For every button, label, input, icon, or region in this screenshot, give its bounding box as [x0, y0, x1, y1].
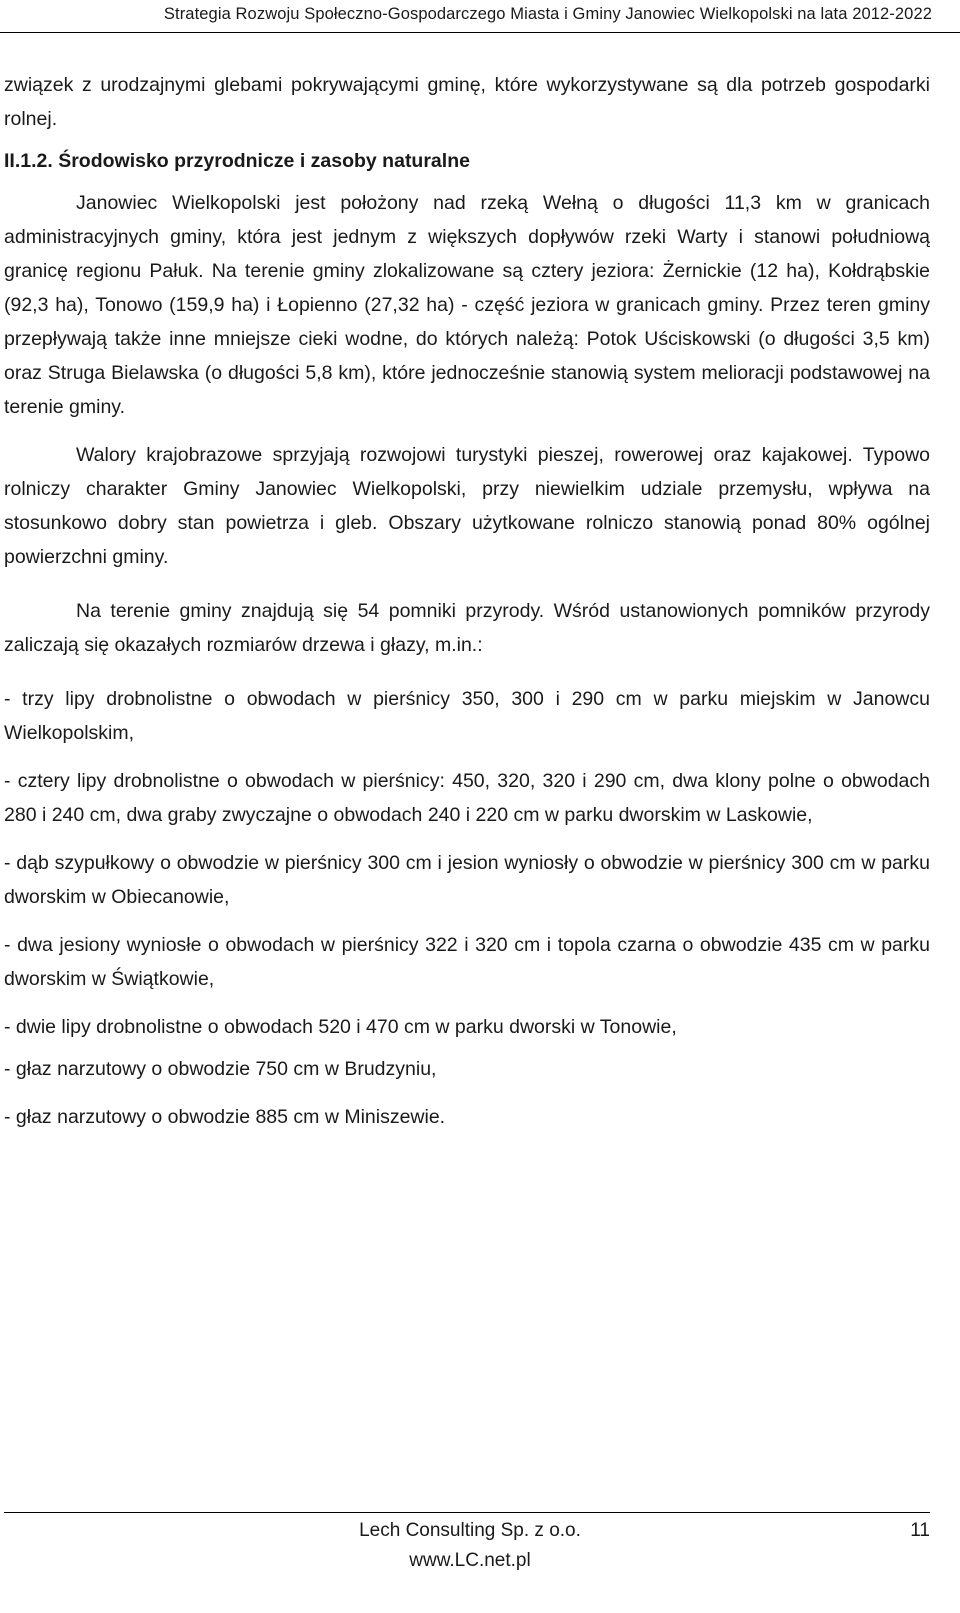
list-item: - trzy lipy drobnolistne o obwodach w pierśnicy 350, 300 i 290 cm w parku miejskim w Janowcu Wielkopolskim, — [4, 688, 930, 744]
list-item: - dąb szypułkowy o obwodzie w pierśnicy 300 cm i jesion wyniosły o obwodzie w pierśnicy 300 cm w parku dworskim w Obiecanowie, — [4, 852, 930, 908]
intro-paragraph: związek z urodzajnymi glebami pokrywającymi gminę, które wykorzystywane są dla potrzeb gospodarki rolnej. — [4, 74, 930, 130]
paragraph-rivers-lakes: Janowiec Wielkopolski jest położony nad rzeką Wełną o długości 11,3 km w granicach administracyjnych gminy, która jest jednym z większych dopływów rzeki Warty i stanowi południową granicę regionu Pałuk. Na terenie gminy zlokalizowane są cztery jeziora: Żernickie (12 ha), Kołdrąbskie (92,3 ha), Tonowo (159,9 ha) i Łopienno (27,32 ha) - część jeziora w granicach gminy. Przez teren gminy przepływają także inne mniejsze cieki wodne, do których należą: Potok Uściskowski (o długości 3,5 km) oraz Struga Bielawska (o długości 5,8 km), które jednocześnie stanowią system melioracji podstawowej na terenie gminy. — [4, 192, 930, 418]
list-item: - dwa jesiony wyniosłe o obwodach w pierśnicy 322 i 320 cm i topola czarna o obwodzie 435 cm w parku dworskim w Świątkowie, — [4, 934, 930, 990]
footer-company: Lech Consulting Sp. z o.o. — [359, 1520, 581, 1541]
list-item: - głaz narzutowy o obwodzie 885 cm w Miniszewie. — [4, 1106, 446, 1128]
list-item: - cztery lipy drobnolistne o obwodach w pierśnicy: 450, 320, 320 i 290 cm, dwa klony polne o obwodach 280 i 240 cm, dwa graby zwyczajne o obwodach 240 i 220 cm w parku dworskim w Laskowie, — [4, 770, 930, 826]
paragraph-landscape: Walory krajobrazowe sprzyjają rozwojowi turystyki pieszej, rowerowej oraz kajakowej. Typowo rolniczy charakter Gminy Janowiec Wielkopolski, przy niewielkim udziale przemysłu, wpływa na stosunkowo dobry stan powietrza i gleb. Obszary użytkowane rolniczo stanowią ponad 80% ogólnej powierzchni gminy. — [4, 444, 930, 568]
section-heading: II.1.2. Środowisko przyrodnicze i zasoby naturalne — [4, 150, 470, 172]
header-title: Strategia Rozwoju Społeczno-Gospodarczego Miasta i Gminy Janowiec Wielkopolski na lata 2012-2022 — [163, 5, 932, 23]
page-number: 11 — [910, 1520, 930, 1541]
document-body — [4, 68, 930, 1134]
footer-divider — [4, 1512, 930, 1513]
paragraph-monuments: Na terenie gminy znajdują się 54 pomniki przyrody. Wśród ustanowionych pomników przyrody zaliczają się okazałych rozmiarów drzewa i głazy, m.in.: — [4, 600, 930, 656]
page-header — [0, 0, 960, 33]
list-item: - głaz narzutowy o obwodzie 750 cm w Brudzyniu, — [4, 1058, 437, 1080]
list-item: - dwie lipy drobnolistne o obwodach 520 i 470 cm w parku dworski w Tonowie, — [4, 1016, 677, 1038]
footer-url: www.LC.net.pl — [409, 1550, 531, 1571]
